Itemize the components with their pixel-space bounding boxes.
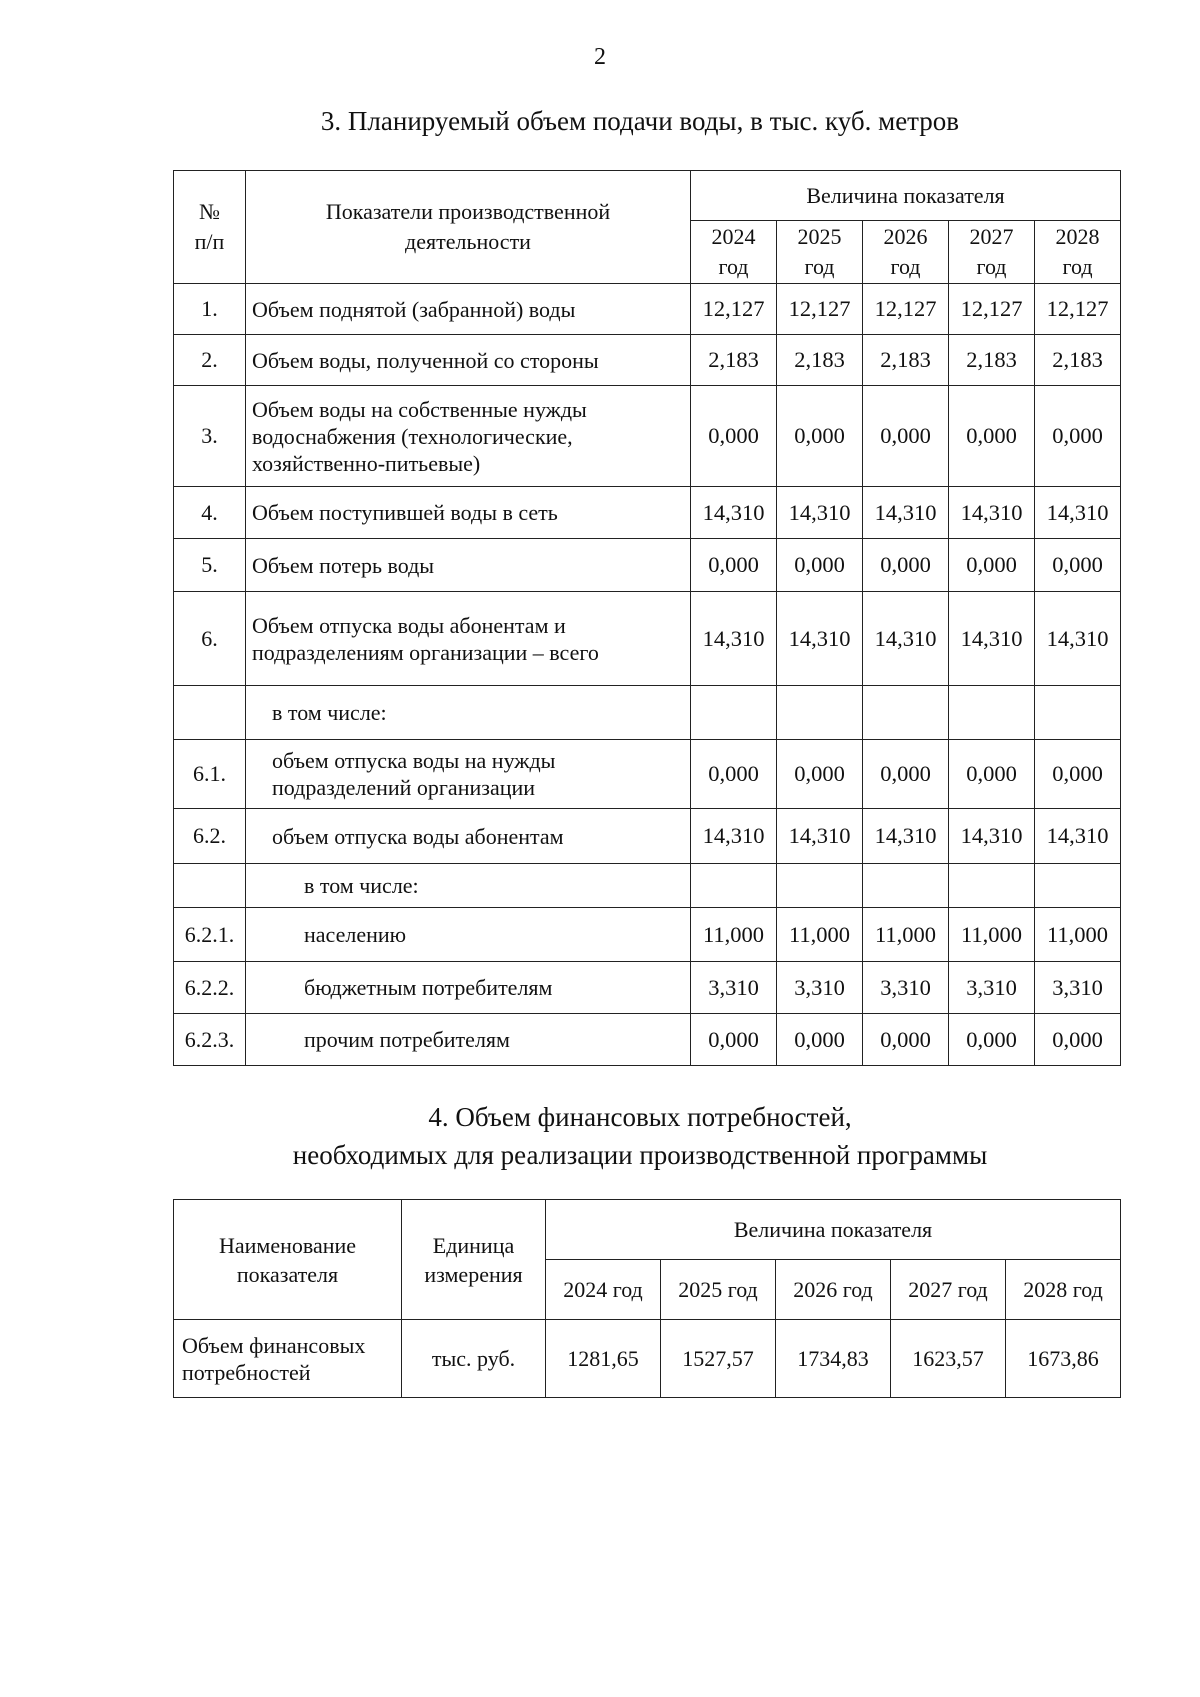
row-value: 0,000 <box>949 740 1035 809</box>
header-unit: Единица измерения <box>402 1200 546 1320</box>
row-value: 3,310 <box>777 962 863 1014</box>
row-value: 12,127 <box>949 284 1035 335</box>
row-value: 14,310 <box>691 487 777 539</box>
table-row <box>174 864 1121 908</box>
row-value: 0,000 <box>777 386 863 487</box>
row-value: 11,000 <box>691 908 777 962</box>
row-value <box>691 864 777 908</box>
row-value: 14,310 <box>777 592 863 686</box>
row-value: 1623,57 <box>891 1320 1006 1398</box>
financial-needs-table <box>173 1199 1121 1398</box>
header-year-2026: 2026 год <box>863 221 949 284</box>
row-num: 1. <box>174 284 246 335</box>
row-num <box>174 864 246 908</box>
row-value: 14,310 <box>863 487 949 539</box>
row-value: 0,000 <box>777 1014 863 1066</box>
row-num: 6.2. <box>174 809 246 864</box>
header-num: № п/п <box>174 171 246 284</box>
row-label: прочим потребителям <box>246 1014 691 1066</box>
header-value-group: Величина показателя <box>546 1200 1121 1260</box>
table-row <box>174 1320 1121 1398</box>
row-label: бюджетным потребителям <box>246 962 691 1014</box>
table-row <box>174 335 1121 386</box>
row-value: 2,183 <box>777 335 863 386</box>
row-label: Объем воды, полученной со стороны <box>246 335 691 386</box>
row-value: 2,183 <box>1035 335 1121 386</box>
page-number: 2 <box>594 44 606 70</box>
row-label: объем отпуска воды абонентам <box>246 809 691 864</box>
table-row <box>174 539 1121 592</box>
header-indicator: Показатели производственной деятельности <box>246 171 691 284</box>
row-value: 11,000 <box>777 908 863 962</box>
row-value: 0,000 <box>863 386 949 487</box>
table-row <box>174 962 1121 1014</box>
row-value: 14,310 <box>777 487 863 539</box>
row-num: 6.1. <box>174 740 246 809</box>
row-label: в том числе: <box>246 864 691 908</box>
row-value: 3,310 <box>691 962 777 1014</box>
row-value: 1673,86 <box>1006 1320 1121 1398</box>
row-value <box>863 686 949 740</box>
row-value <box>777 864 863 908</box>
row-value: 14,310 <box>949 592 1035 686</box>
row-num: 6. <box>174 592 246 686</box>
table-row <box>174 386 1121 487</box>
row-value: 3,310 <box>949 962 1035 1014</box>
row-num: 6.2.2. <box>174 962 246 1014</box>
row-value: 0,000 <box>1035 740 1121 809</box>
header-year-2028: 2028 год <box>1006 1260 1121 1320</box>
row-label: Объем поднятой (забранной) воды <box>246 284 691 335</box>
row-value: 0,000 <box>777 539 863 592</box>
row-value: 11,000 <box>863 908 949 962</box>
row-value: 0,000 <box>949 386 1035 487</box>
row-value: 14,310 <box>777 809 863 864</box>
table-row <box>174 740 1121 809</box>
row-num <box>174 686 246 740</box>
row-value: 0,000 <box>1035 386 1121 487</box>
header-year-2025: 2025 год <box>777 221 863 284</box>
row-label: объем отпуска воды на нужды подразделений организации <box>246 740 691 809</box>
row-value: 0,000 <box>863 1014 949 1066</box>
table-row <box>174 284 1121 335</box>
row-label: Объем отпуска воды абонентам и подразделениям организации – всего <box>246 592 691 686</box>
row-value: 14,310 <box>1035 592 1121 686</box>
row-value: 2,183 <box>691 335 777 386</box>
row-value: 11,000 <box>949 908 1035 962</box>
row-value: 14,310 <box>1035 809 1121 864</box>
row-label: в том числе: <box>246 686 691 740</box>
row-value: 14,310 <box>863 809 949 864</box>
row-value <box>863 864 949 908</box>
table-row <box>174 487 1121 539</box>
water-supply-table <box>173 170 1121 1066</box>
table-row <box>174 1014 1121 1066</box>
row-value: 3,310 <box>863 962 949 1014</box>
row-value: 3,310 <box>1035 962 1121 1014</box>
row-label: Объем потерь воды <box>246 539 691 592</box>
row-value: 0,000 <box>949 1014 1035 1066</box>
header-year-2024: 2024 год <box>546 1260 661 1320</box>
row-value: 12,127 <box>691 284 777 335</box>
row-value: 0,000 <box>1035 539 1121 592</box>
row-value: 0,000 <box>691 539 777 592</box>
row-value: 0,000 <box>777 740 863 809</box>
row-value: 12,127 <box>777 284 863 335</box>
header-year-2026: 2026 год <box>776 1260 891 1320</box>
header-name: Наименование показателя <box>174 1200 402 1320</box>
row-value <box>777 686 863 740</box>
row-value <box>691 686 777 740</box>
row-value: 0,000 <box>863 740 949 809</box>
header-year-2028: 2028 год <box>1035 221 1121 284</box>
row-value: 0,000 <box>691 386 777 487</box>
row-num: 5. <box>174 539 246 592</box>
row-value: 1281,65 <box>546 1320 661 1398</box>
row-label: Объем воды на собственные нужды водоснабжения (технологические, хозяйственно-питьевые) <box>246 386 691 487</box>
row-num: 2. <box>174 335 246 386</box>
row-num: 6.2.1. <box>174 908 246 962</box>
row-value: 12,127 <box>1035 284 1121 335</box>
table-row <box>174 592 1121 686</box>
row-value: 14,310 <box>863 592 949 686</box>
row-value <box>1035 686 1121 740</box>
row-value: 1734,83 <box>776 1320 891 1398</box>
header-year-2027: 2027 год <box>891 1260 1006 1320</box>
row-value: 0,000 <box>691 1014 777 1066</box>
row-value <box>949 864 1035 908</box>
row-label: Объем поступившей воды в сеть <box>246 487 691 539</box>
row-value: 0,000 <box>691 740 777 809</box>
row-value: 11,000 <box>1035 908 1121 962</box>
row-value: 12,127 <box>863 284 949 335</box>
table-row <box>174 686 1121 740</box>
row-value: 0,000 <box>949 539 1035 592</box>
row-value: 1527,57 <box>661 1320 776 1398</box>
row-unit: тыс. руб. <box>402 1320 546 1398</box>
row-value <box>949 686 1035 740</box>
row-value: 14,310 <box>1035 487 1121 539</box>
row-value: 14,310 <box>949 487 1035 539</box>
row-value: 2,183 <box>863 335 949 386</box>
section-4-title-line-1: 4. Объем финансовых потребностей, <box>428 1102 852 1132</box>
header-value-group: Величина показателя <box>691 171 1121 221</box>
row-value: 14,310 <box>691 592 777 686</box>
row-value: 0,000 <box>1035 1014 1121 1066</box>
row-num: 6.2.3. <box>174 1014 246 1066</box>
row-num: 3. <box>174 386 246 487</box>
row-num: 4. <box>174 487 246 539</box>
section-3-title: 3. Планируемый объем подачи воды, в тыс. куб. метров <box>320 106 960 136</box>
header-year-2025: 2025 год <box>661 1260 776 1320</box>
section-4-title-line-2: необходимых для реализации производственной программы <box>292 1140 988 1170</box>
row-name: Объем финансовых потребностей <box>174 1320 402 1398</box>
row-label: населению <box>246 908 691 962</box>
section-4-title <box>40 1098 1200 1174</box>
row-value <box>1035 864 1121 908</box>
table-row <box>174 908 1121 962</box>
header-year-2027: 2027 год <box>949 221 1035 284</box>
row-value: 14,310 <box>949 809 1035 864</box>
table-row <box>174 809 1121 864</box>
row-value: 14,310 <box>691 809 777 864</box>
row-value: 2,183 <box>949 335 1035 386</box>
row-value: 0,000 <box>863 539 949 592</box>
header-year-2024: 2024 год <box>691 221 777 284</box>
